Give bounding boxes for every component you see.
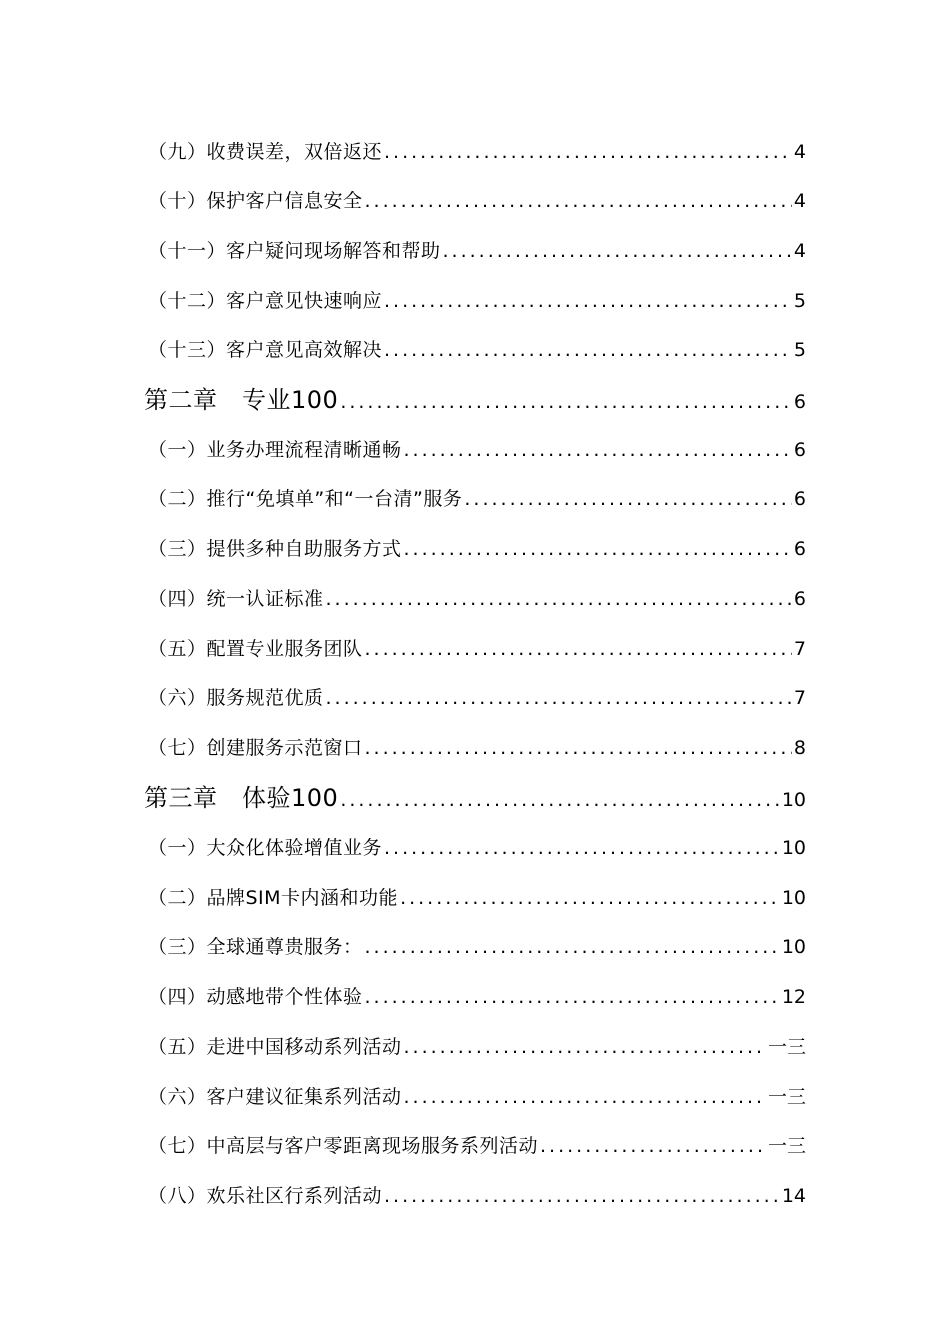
toc-entry[interactable]: [148, 1132, 806, 1160]
toc-entry-page: 一三: [767, 1086, 806, 1108]
toc-entry[interactable]: [148, 1182, 806, 1210]
toc-entry-page: 10: [781, 936, 806, 958]
dot-leader: [326, 585, 792, 613]
toc-entry[interactable]: [148, 884, 806, 912]
dot-leader: [404, 1033, 766, 1061]
dot-leader: [384, 336, 792, 364]
dot-leader: [443, 237, 792, 265]
toc-entry-label: （七）中高层与客户零距离现场服务系列活动: [148, 1135, 539, 1157]
dot-leader: [540, 1132, 766, 1160]
toc-entry-label: （九）收费误差，双倍返还: [148, 141, 383, 163]
toc-entry[interactable]: [148, 684, 806, 712]
toc-entry-label: （一）大众化体验增值业务: [148, 837, 383, 859]
toc-entry-page: 6: [793, 488, 806, 510]
toc-entry[interactable]: [148, 983, 806, 1011]
toc-entry-page: 7: [793, 638, 806, 660]
toc-entry-label: （二）推行“免填单”和“一台清”服务: [148, 488, 463, 510]
toc-entry-label: （七）创建服务示范窗口: [148, 737, 363, 759]
toc-entry[interactable]: [148, 237, 806, 265]
toc-entry-page: 一三: [767, 1135, 806, 1157]
toc-entry-label: （八）欢乐社区行系列活动: [148, 1185, 383, 1207]
toc-entry-label: （十二）客户意见快速响应: [148, 290, 383, 312]
toc-entry[interactable]: [148, 834, 806, 862]
dot-leader: [384, 834, 780, 862]
toc-entry-page: 4: [793, 240, 806, 262]
toc-entry[interactable]: [148, 336, 806, 364]
dot-leader: [404, 436, 792, 464]
dot-leader: [404, 535, 792, 563]
toc-entry[interactable]: [148, 287, 806, 315]
dot-leader: [384, 1182, 780, 1210]
toc-entry-page: 14: [781, 1185, 806, 1207]
dot-leader: [365, 734, 792, 762]
toc-entry-page: 6: [793, 588, 806, 610]
toc-entry[interactable]: [148, 585, 806, 613]
toc-entry-page: 8: [793, 737, 806, 759]
toc-entry-page: 7: [793, 687, 806, 709]
toc-entry[interactable]: [148, 535, 806, 563]
dot-leader: [384, 138, 792, 166]
dot-leader: [340, 784, 780, 814]
toc-entry-page: 6: [793, 439, 806, 461]
toc-chapter-entry[interactable]: [144, 782, 806, 814]
dot-leader: [384, 287, 792, 315]
toc-entry-label: （五）配置专业服务团队: [148, 638, 363, 660]
dot-leader: [365, 187, 792, 215]
toc-entry-page: 5: [793, 339, 806, 361]
toc-entry[interactable]: [148, 187, 806, 215]
toc-chapter-label: 第三章 体验100: [144, 784, 339, 812]
toc-entry-label: （二）品牌SIM卡内涵和功能: [148, 887, 399, 909]
toc-entry-page: 10: [781, 887, 806, 909]
toc-entry-page: 6: [793, 538, 806, 560]
toc-entry-page: 4: [793, 190, 806, 212]
toc-entry-page: 6: [793, 391, 806, 413]
toc-entry-label: （六）客户建议征集系列活动: [148, 1086, 402, 1108]
toc-entry[interactable]: [148, 734, 806, 762]
toc-entry-page: 10: [781, 789, 806, 811]
dot-leader: [340, 386, 792, 416]
toc-entry-page: 12: [781, 986, 806, 1008]
dot-leader: [326, 684, 792, 712]
toc-entry[interactable]: [148, 485, 806, 513]
toc-entry[interactable]: [148, 138, 806, 166]
toc-entry-page: 10: [781, 837, 806, 859]
toc-entry[interactable]: [148, 635, 806, 663]
toc-entry-label: （六）服务规范优质: [148, 687, 324, 709]
toc-entry-label: （三）提供多种自助服务方式: [148, 538, 402, 560]
dot-leader: [404, 1083, 766, 1111]
toc-entry-label: （十一）客户疑问现场解答和帮助: [148, 240, 441, 262]
dot-leader: [365, 933, 780, 961]
toc-chapter-entry[interactable]: [144, 384, 806, 416]
toc-entry[interactable]: [148, 1083, 806, 1111]
toc-entry[interactable]: [148, 933, 806, 961]
toc-entry-label: （三）全球通尊贵服务：: [148, 936, 363, 958]
toc-entry[interactable]: [148, 1033, 806, 1061]
toc-entry-label: （一）业务办理流程清晰通畅: [148, 439, 402, 461]
dot-leader: [400, 884, 780, 912]
toc-entry-label: （四）统一认证标准: [148, 588, 324, 610]
toc-chapter-label: 第二章 专业100: [144, 386, 339, 414]
dot-leader: [365, 983, 780, 1011]
toc-entry-label: （四）动感地带个性体验: [148, 986, 363, 1008]
toc-entry-label: （十）保护客户信息安全: [148, 190, 363, 212]
toc-entry[interactable]: [148, 436, 806, 464]
toc-entry-page: 一三: [767, 1036, 806, 1058]
toc-entry-label: （十三）客户意见高效解决: [148, 339, 383, 361]
toc-entry-label: （五）走进中国移动系列活动: [148, 1036, 402, 1058]
dot-leader: [365, 635, 792, 663]
dot-leader: [464, 485, 792, 513]
toc-entry-page: 5: [793, 290, 806, 312]
toc-entry-page: 4: [793, 141, 806, 163]
